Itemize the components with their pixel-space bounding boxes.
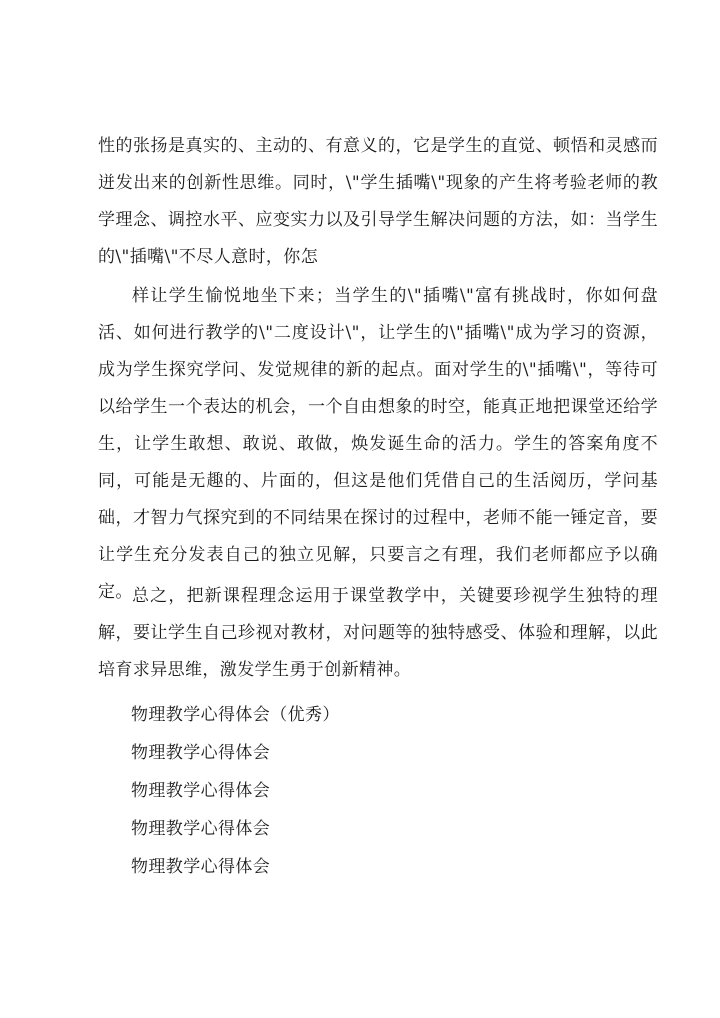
related-article-4[interactable]: 物理教学心得体会: [131, 819, 271, 839]
related-article-3[interactable]: 物理教学心得体会: [131, 781, 271, 801]
related-article-5[interactable]: 物理教学心得体会: [131, 857, 271, 877]
paragraph-1: 性的张扬是真实的、主动的、有意义的，它是学生的直觉、顿悟和灵感而迸发出来的创新性思维。同时，\"学生插嘴\"现象的产生将考验老师的教学理念、调控水平、应变实力以及引导学生解决问题的方法，如：当学生的\"插嘴\"不尽人意时，你怎: [98, 136, 658, 267]
related-article-1[interactable]: 物理教学心得体会（优秀）: [131, 705, 340, 725]
related-article-2[interactable]: 物理教学心得体会: [131, 743, 271, 763]
paragraph-2: 样让学生愉悦地坐下来；当学生的\"插嘴\"富有挑战时，你如何盘活、如何进行教学的\"二度设计\"，让学生的\"插嘴\"成为学习的资源，成为学生探究学问、发觉规律的新的起点。面对学生的\"插嘴\"，等待可以给学生一个表达的机会，一个自由想象的时空，能真正地把课堂还给学生，让学生敢想、敢说、敢做，焕发诞生命的活力。学生的答案角度不同，可能是无趣的、片面的，但这是他们凭借自己的生活阅历，学问基础，才智力气探究到的不同结果在探讨的过程中，老师不能一锤定音，要让学生充分发表自己的独立见解，只要言之有理，我们老师都应予以确定。: [98, 286, 658, 602]
paragraph-3: 总之，把新课程理念运用于课堂教学中，关键要珍视学生独特的理解，要让学生自己珍视对教材，对问题等的独特感受、体验和理解，以此培育求异思维，激发学生勇于创新精神。: [98, 586, 658, 680]
related-articles-list: [131, 696, 340, 886]
